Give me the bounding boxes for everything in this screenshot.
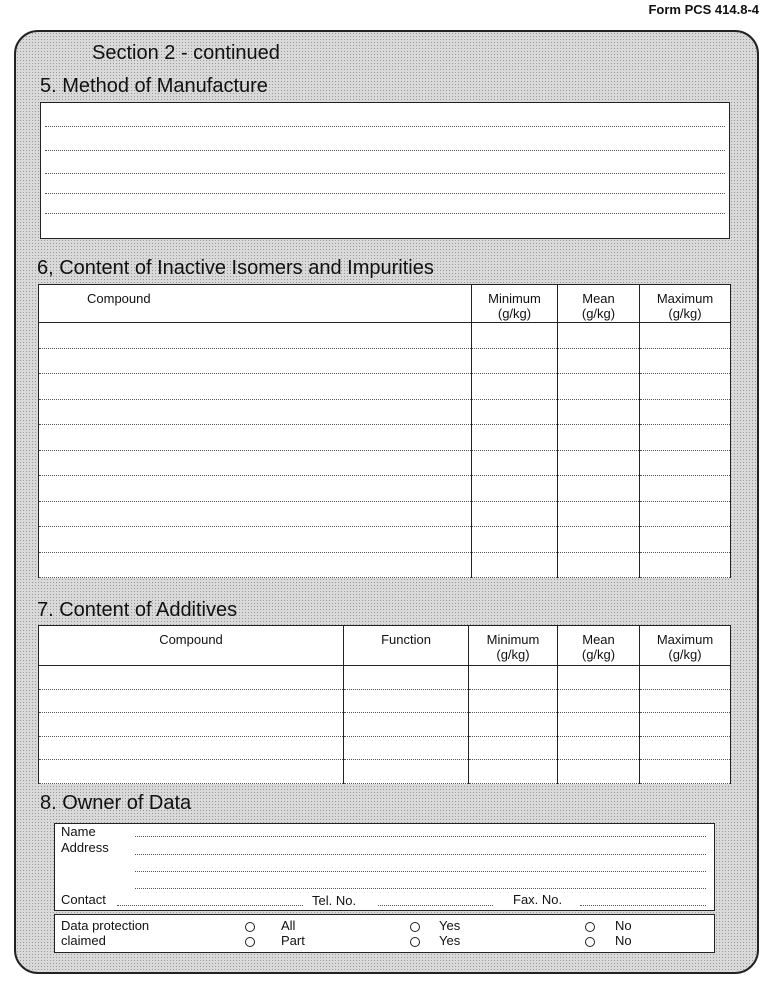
table-row [39,476,731,502]
opt-part-label: Part [281,933,305,948]
table-cell[interactable] [558,552,640,578]
table-row [39,501,731,527]
opt-no-label-2: No [615,933,632,948]
table-cell[interactable] [640,476,731,502]
table-cell[interactable] [472,399,558,425]
table-cell[interactable] [558,713,640,737]
table-cell[interactable] [640,527,731,553]
table-cell[interactable] [558,527,640,553]
section-title: Section 2 - continued [92,42,280,64]
table-cell[interactable] [472,450,558,476]
table-cell[interactable] [344,713,469,737]
table-cell[interactable] [39,425,472,451]
table-cell[interactable] [39,476,472,502]
col-maximum: Maximum (g/kg) [640,626,731,666]
manufacture-method-field[interactable] [40,102,730,239]
table-cell[interactable] [558,689,640,713]
write-line [45,126,725,127]
additives-table [38,625,731,784]
col-minimum: Minimum (g/kg) [472,285,558,323]
table-cell[interactable] [472,425,558,451]
opt-yes-label-2: Yes [439,933,461,948]
contact-label: Contact [61,892,106,907]
table-cell[interactable] [39,552,472,578]
radio-part[interactable] [245,937,255,947]
table-cell[interactable] [469,713,558,737]
table-cell[interactable] [640,736,731,760]
table-cell[interactable] [558,501,640,527]
table-cell[interactable] [469,689,558,713]
table-row [39,552,731,578]
table-row [39,760,731,784]
tel-field[interactable] [378,905,493,906]
table-row [39,425,731,451]
name-field[interactable] [135,836,706,837]
table-cell[interactable] [640,399,731,425]
opt-yes-label-1: Yes [439,918,461,933]
write-line [45,193,725,194]
table-cell[interactable] [469,760,558,784]
table-cell[interactable] [39,348,472,374]
write-line [45,213,725,214]
table-cell[interactable] [558,450,640,476]
table-cell[interactable] [640,713,731,737]
table-cell[interactable] [344,760,469,784]
table-row [39,323,731,349]
table-cell[interactable] [472,348,558,374]
table-cell[interactable] [640,374,731,400]
table-cell[interactable] [558,760,640,784]
col-maximum: Maximum (g/kg) [640,285,731,323]
address-field-line-1[interactable] [135,854,706,855]
table-cell[interactable] [558,399,640,425]
table-cell[interactable] [39,736,344,760]
opt-no-label-1: No [615,918,632,933]
table-row [39,666,731,690]
table-cell[interactable] [472,527,558,553]
col-mean: Mean (g/kg) [558,626,640,666]
address-field-line-3[interactable] [135,888,706,889]
table-cell[interactable] [640,323,731,349]
address-label: Address [61,840,109,855]
table-cell[interactable] [472,323,558,349]
col-compound: Compound [39,285,472,323]
col-minimum: Minimum (g/kg) [469,626,558,666]
data-protection-box [54,914,715,953]
table-cell[interactable] [39,713,344,737]
s6-heading: 6, Content of Inactive Isomers and Impurities [37,257,434,279]
table-cell[interactable] [558,425,640,451]
col-mean: Mean (g/kg) [558,285,640,323]
write-line [45,173,725,174]
table-cell[interactable] [558,666,640,690]
radio-no-all[interactable] [585,922,595,932]
table-row [39,689,731,713]
table-cell[interactable] [39,374,472,400]
table-row [39,348,731,374]
table-cell[interactable] [472,552,558,578]
table-cell[interactable] [39,527,472,553]
fax-label: Fax. No. [513,892,563,907]
fax-field[interactable] [580,905,706,906]
radio-yes-all[interactable] [410,922,420,932]
table-cell[interactable] [558,323,640,349]
contact-field[interactable] [117,905,303,906]
table-cell[interactable] [472,501,558,527]
opt-all-label: All [281,918,296,933]
table-row [39,736,731,760]
table-cell[interactable] [344,736,469,760]
data-protection-label: Data protection [61,918,150,933]
table-cell[interactable] [558,476,640,502]
table-cell[interactable] [39,501,472,527]
table-cell[interactable] [344,666,469,690]
table-cell[interactable] [640,689,731,713]
tel-label: Tel. No. [312,893,357,908]
radio-no-part[interactable] [585,937,595,947]
table-cell[interactable] [39,323,472,349]
table-cell[interactable] [39,666,344,690]
table-row [39,374,731,400]
table-cell[interactable] [558,374,640,400]
table-cell[interactable] [640,425,731,451]
col-compound: Compound [39,626,344,666]
table-cell[interactable] [640,501,731,527]
table-cell[interactable] [39,450,472,476]
form-id: Form PCS 414.8-4 [648,2,759,17]
s8-heading: 8. Owner of Data [40,792,192,814]
s7-heading: 7. Content of Additives [37,599,238,621]
table-cell[interactable] [558,736,640,760]
col-function: Function [344,626,469,666]
table-cell[interactable] [640,348,731,374]
write-line [45,150,725,151]
table-cell[interactable] [558,348,640,374]
table-cell[interactable] [39,399,472,425]
isomers-impurities-table [38,284,731,578]
table-cell[interactable] [472,374,558,400]
radio-all[interactable] [245,922,255,932]
data-protection-label-2: claimed [61,933,106,948]
table-cell[interactable] [469,666,558,690]
table-cell[interactable] [640,450,731,476]
table-row [39,713,731,737]
radio-yes-part[interactable] [410,937,420,947]
table-cell[interactable] [640,666,731,690]
s5-heading: 5. Method of Manufacture [40,75,268,97]
table-cell[interactable] [39,760,344,784]
table-cell[interactable] [472,476,558,502]
table-row [39,450,731,476]
table-cell[interactable] [469,736,558,760]
table-cell[interactable] [344,689,469,713]
table-cell[interactable] [39,689,344,713]
address-field-line-2[interactable] [135,871,706,872]
table-row [39,527,731,553]
table-cell[interactable] [640,552,731,578]
table-cell[interactable] [640,760,731,784]
owner-details-box [54,823,715,911]
name-label: Name [61,824,96,839]
table-row [39,399,731,425]
